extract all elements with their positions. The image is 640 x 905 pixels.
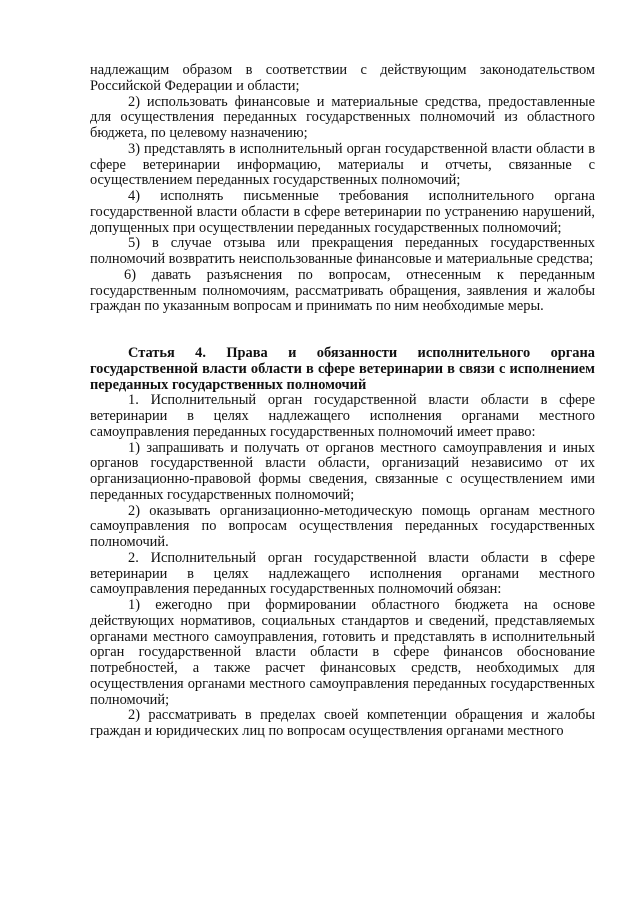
clause-2-item-2: 2) рассматривать в пределах своей компетенции обращения и жалобы граждан и юридических лиц по вопросам осуществления органами местного — [90, 707, 595, 739]
list-item-5: 5) в случае отзыва или прекращения переданных государственных полномочий возвратить неиспользованные финансовые и материальные средства; — [90, 235, 595, 267]
article-heading: Статья 4. Права и обязанности исполнительного органа государственной власти области в сфере ветеринарии в связи с исполнением переданных государственных полномочий — [90, 345, 595, 393]
list-item-4: 4) исполнять письменные требования исполнительного органа государственной власти области в сфере ветеринарии по устранению нарушений, допущенных при осуществлении переданных государственных полномочий; — [90, 188, 595, 236]
document-page — [90, 63, 595, 740]
list-item-6: 6) давать разъяснения по вопросам, отнесенным к переданным государственным полномочиям, рассматривать обращения, заявления и жалобы граждан по указанным вопросам и принимать по ним необходимые меры. — [90, 266, 595, 315]
clause-2-item-1: 1) ежегодно при формировании областного бюджета на основе действующих нормативов, социальных стандартов и сведений, представляемых органами местного самоуправления, готовить и представлять в исполнительный орган государственной власти области в сфере финансов обоснование потребностей, а также расчет финансовых средств, необходимых для осуществления органами местного самоуправления переданных государственных полномочий; — [90, 597, 595, 708]
section-gap — [90, 315, 595, 346]
article-clause-2: 2. Исполнительный орган государственной власти области в сфере ветеринарии в целях надлежащего исполнения органами местного самоуправления переданных государственных полномочий обязан: — [90, 549, 595, 598]
list-item-2: 2) использовать финансовые и материальные средства, предоставленные для осуществления переданных государственных полномочий из областного бюджета, по целевому назначению; — [90, 93, 595, 141]
article-clause-1: 1. Исполнительный орган государственной власти области в сфере ветеринарии в целях надлежащего исполнения органами местного самоуправления переданных государственных полномочий имеет право: — [90, 392, 595, 440]
list-item-3: 3) представлять в исполнительный орган государственной власти области в сфере ветеринарии информацию, материалы и отчеты, связанные с осуществлением переданных государственных полномочий; — [90, 140, 595, 189]
clause-1-item-1: 1) запрашивать и получать от органов местного самоуправления и иных органов государственной власти области, организаций независимо от их организационно-правовой формы сведения, связанные с осуществлением ими переданных государственных полномочий; — [90, 439, 595, 503]
paragraph-continuation: надлежащим образом в соответствии с действующим законодательством Российской Федерации и области; — [90, 62, 595, 94]
clause-1-item-2: 2) оказывать организационно-методическую помощь органам местного самоуправления по вопросам осуществления переданных государственных полномочий. — [90, 502, 595, 550]
